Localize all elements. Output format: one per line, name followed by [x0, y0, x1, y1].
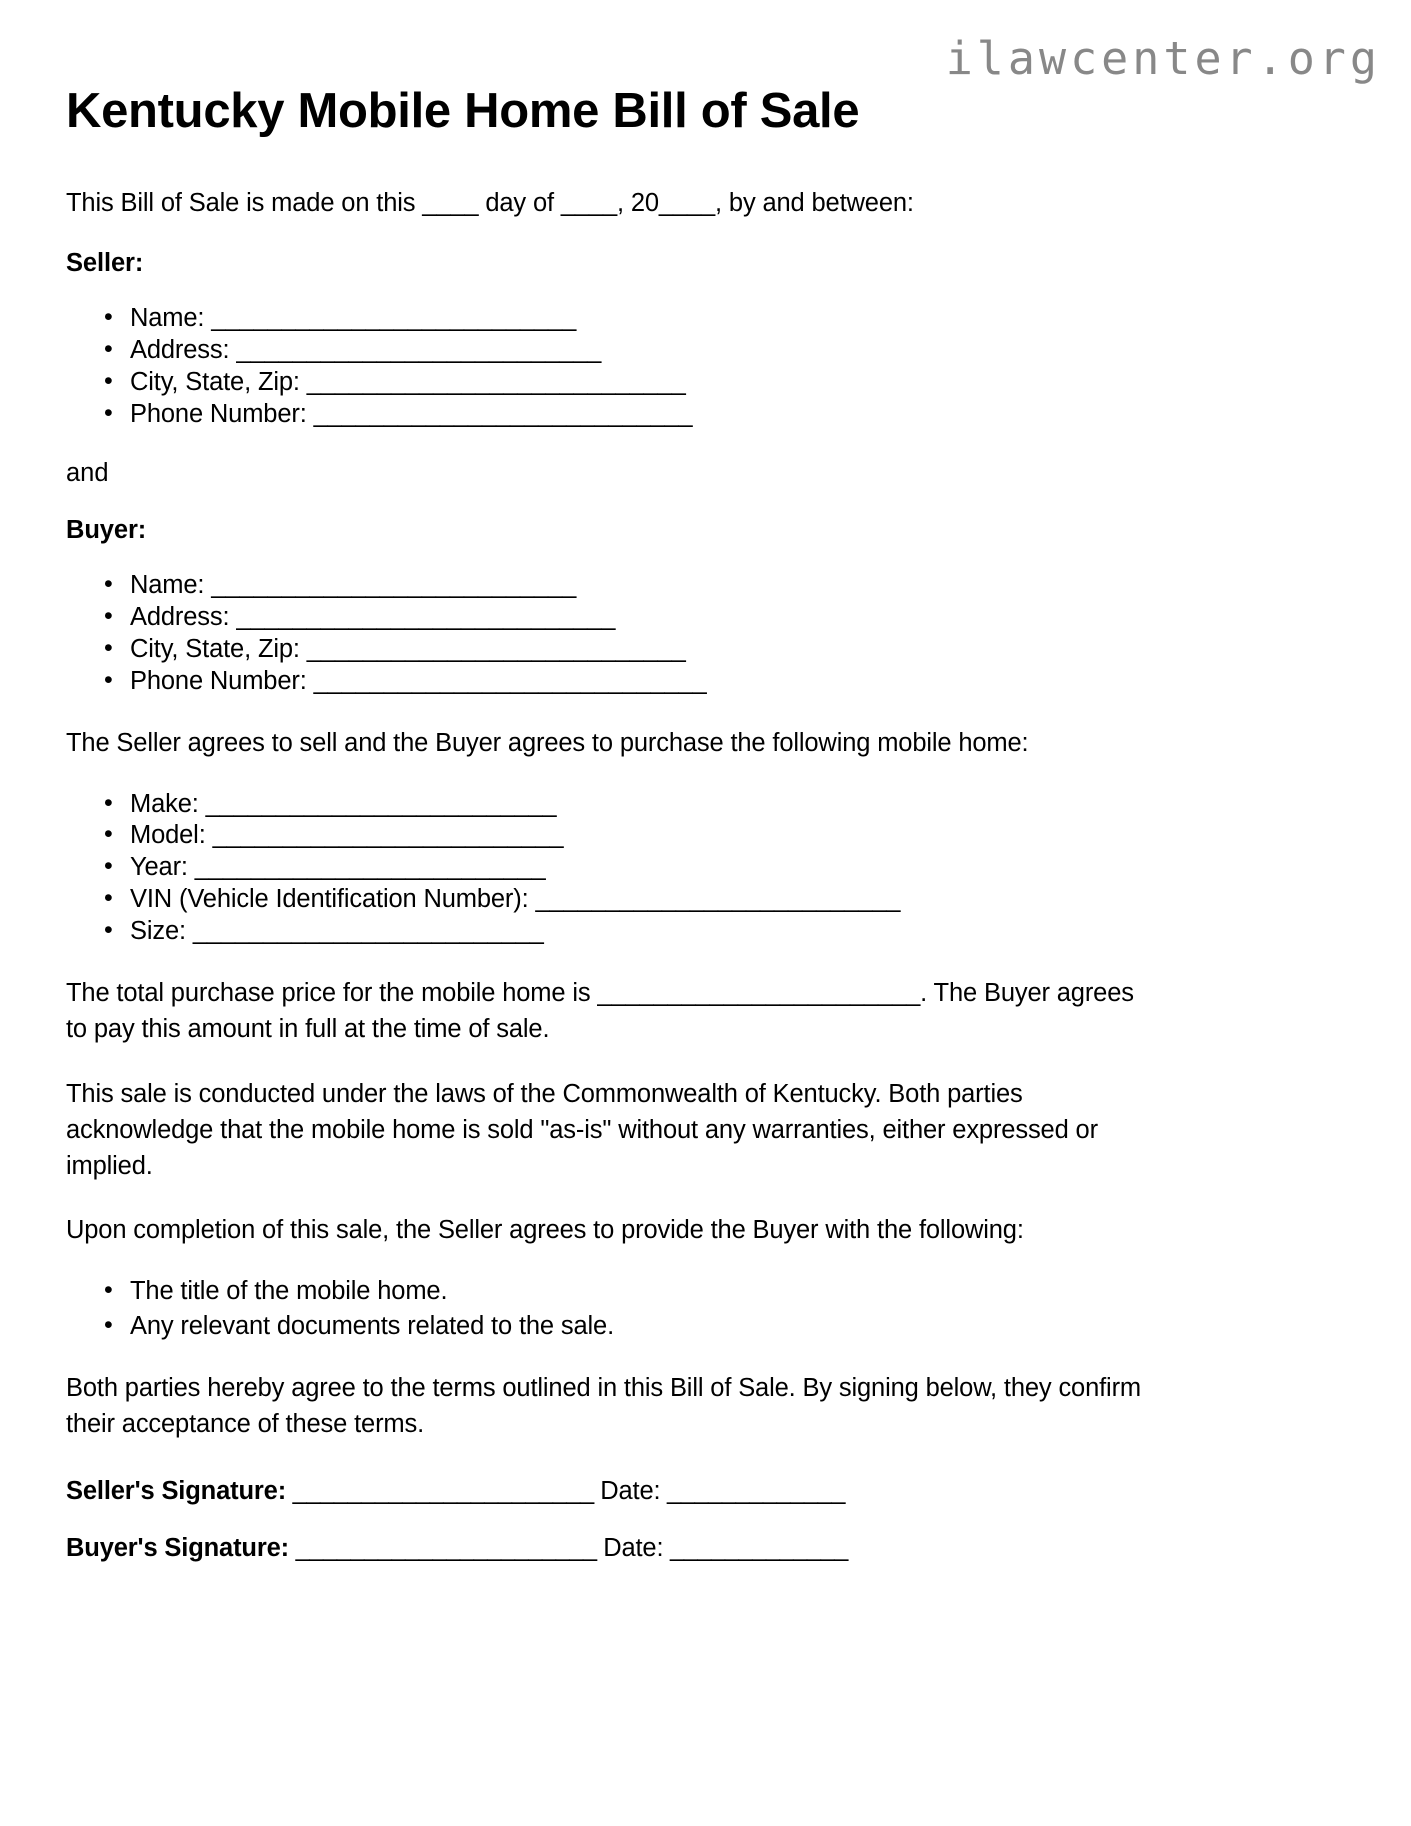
seller-heading: Seller:: [66, 249, 144, 278]
list-item: • City, State, Zip: ___________________________: [104, 368, 1156, 398]
list-item: • Address: __________________________: [104, 336, 1156, 366]
seller-date-line[interactable]: _____________: [660, 1477, 845, 1506]
list-item: • Make: _________________________: [104, 790, 1156, 820]
purchase-price-paragraph: The total purchase price for the mobile home is _______________________. The Buyer agrees to pay this amount in full at the time of sale.: [66, 979, 1134, 1044]
page-title: Kentucky Mobile Home Bill of Sale: [66, 84, 860, 138]
site-watermark: ilawcenter.org: [945, 32, 1381, 85]
document-body: [66, 84, 1156, 1589]
intro-paragraph: This Bill of Sale is made on this ____ day of ____, 20____, by and between:: [66, 188, 914, 217]
list-item: • The title of the mobile home.: [104, 1276, 1156, 1307]
buyer-signature-line[interactable]: ______________________: [289, 1533, 604, 1562]
completion-items-list: [66, 1276, 1156, 1341]
governing-law-paragraph: This sale is conducted under the laws of the Commonwealth of Kentucky. Both parties acknowledge that the mobile home is sold "as-is" without any warranties, either expressed or implied.: [66, 1079, 1098, 1181]
buyer-fields-list: [66, 571, 1156, 697]
seller-fields-list: [66, 304, 1156, 430]
signature-block: [66, 1476, 1156, 1563]
list-item: • VIN (Vehicle Identification Number): __________________________: [104, 885, 1156, 915]
list-item: • City, State, Zip: ___________________________: [104, 635, 1156, 665]
agreement-paragraph: Both parties hereby agree to the terms outlined in this Bill of Sale. By signing below, they confirm their acceptance of these terms.: [66, 1373, 1142, 1438]
buyer-date-line[interactable]: _____________: [663, 1533, 848, 1562]
list-item: • Size: _________________________: [104, 917, 1156, 947]
mobile-home-fields-list: [66, 790, 1156, 948]
and-connector: and: [66, 458, 109, 487]
seller-signature-line[interactable]: ______________________: [286, 1477, 601, 1506]
seller-signature-row: [66, 1476, 1156, 1507]
list-item: • Any relevant documents related to the sale.: [104, 1311, 1156, 1342]
mobile-home-intro-paragraph: The Seller agrees to sell and the Buyer agrees to purchase the following mobile home:: [66, 729, 1029, 758]
buyer-signature-label: Buyer's Signature:: [66, 1533, 290, 1562]
seller-signature-label: Seller's Signature:: [66, 1477, 287, 1506]
list-item: • Model: _________________________: [104, 821, 1156, 851]
buyer-heading: Buyer:: [66, 516, 147, 545]
list-item: • Address: ___________________________: [104, 603, 1156, 633]
list-item: • Name: __________________________: [104, 571, 1156, 601]
list-item: • Phone Number: ___________________________: [104, 400, 1156, 430]
seller-date-label: Date:: [600, 1477, 661, 1506]
buyer-date-label: Date:: [603, 1533, 664, 1562]
list-item: • Name: __________________________: [104, 304, 1156, 334]
completion-intro-paragraph: Upon completion of this sale, the Seller agrees to provide the Buyer with the following:: [66, 1216, 1024, 1245]
list-item: • Year: _________________________: [104, 853, 1156, 883]
buyer-signature-row: [66, 1533, 1156, 1564]
list-item: • Phone Number: ____________________________: [104, 667, 1156, 697]
